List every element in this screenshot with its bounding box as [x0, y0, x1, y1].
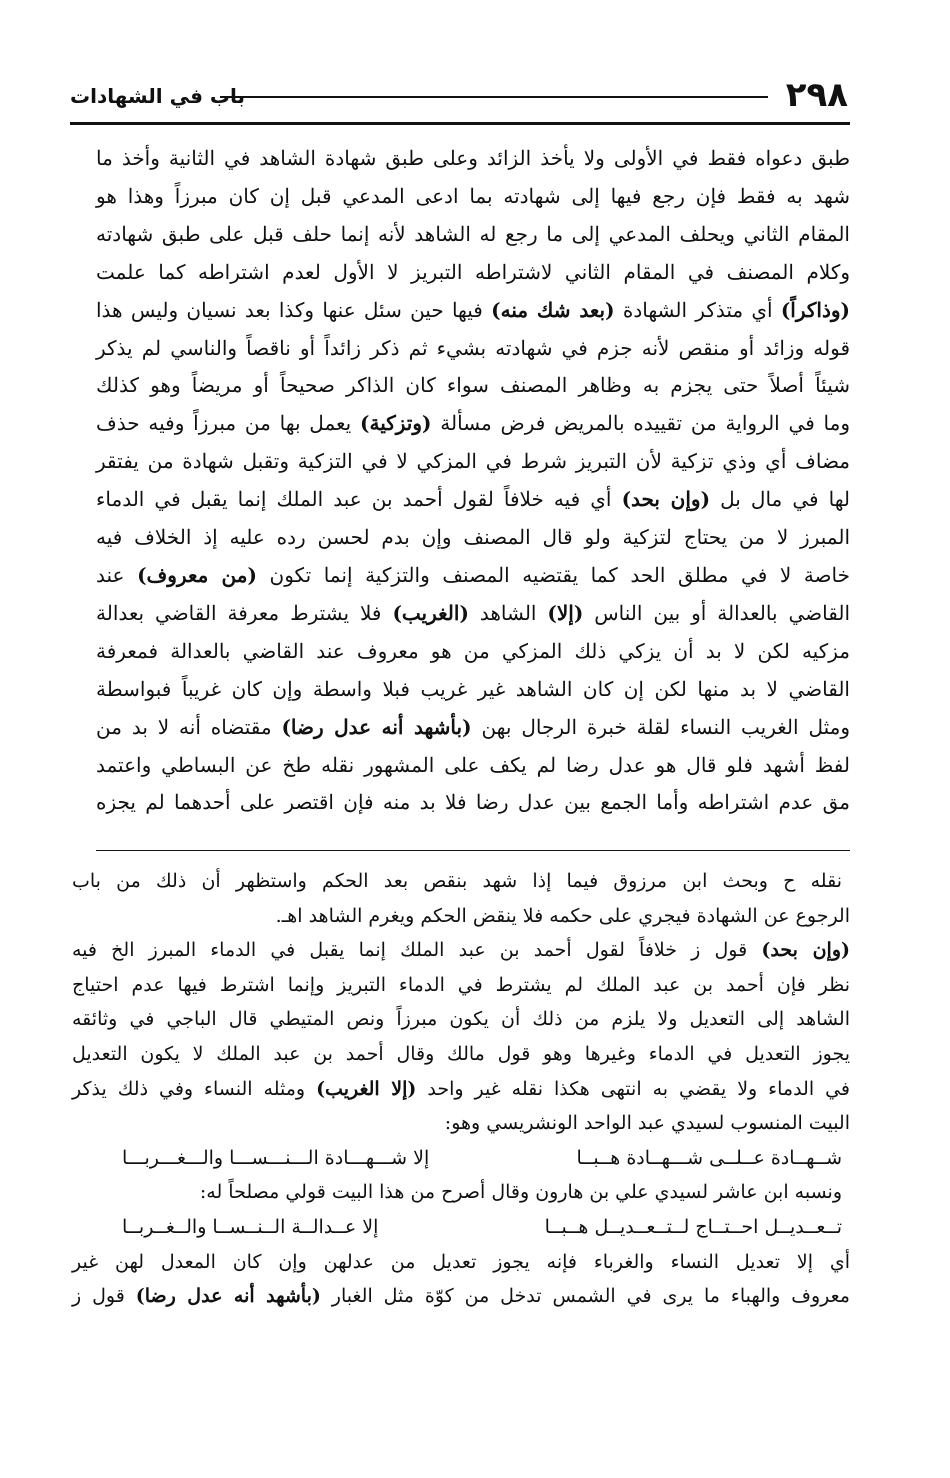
- bold-term: (وتزكية): [360, 411, 432, 436]
- verse-hemistich: شــهــادة عــلــى شـــهــادة هــبــا: [576, 1146, 842, 1169]
- bold-term: (وذاكراً): [780, 297, 851, 322]
- bold-term: (وإن بحد): [761, 939, 851, 962]
- bold-term: (بأشهد أنه عدل رضا): [135, 1285, 321, 1308]
- main-line: القاضي بالعدالة أو بين الناس (إلا) الشاهد (الغريب) فلا يشترط معرفة القاضي بعدالة: [96, 600, 851, 625]
- main-line: لها في مال بل (وإن بحد) أي فيه خلافاً لقول أحمد بن عبد الملك إنما يقبل في الدماء: [96, 487, 851, 512]
- note-line: الشاهد إلى التعديل ولا يلزم من ذلك أن يكون مبرزاً ونص المتيطي قال الباجي في وثائقه: [72, 1008, 850, 1031]
- main-line: مق عدم اشتراطه وأما الجمع بين عدل رضا فلا بد منه فإن اقتصر على أحدهما لم يجزه: [96, 790, 850, 815]
- main-line: مضاف أي وذي تزكية لأن التبريز شرط في المزكي لا في التزكية وتقبل شهادة من يفتقر: [96, 449, 850, 474]
- main-line: لفظ أشهد فلو قال هو عدل رضا لم يكف على المشهور نقله طخ عن البساطي واعتمد: [96, 752, 850, 777]
- bold-term: (بأشهد أنه عدل رضا): [281, 714, 472, 739]
- main-line: المقام الثاني ويحلف المدعي إلى ما رجع له الشاهد لأنه إنما حلف قبل على طبق شهادته: [96, 221, 850, 246]
- main-line: المبرز لا من يحتاج لتزكية ولو قال المصنف وإن بدم لحسن رده عليه إذ الخلاف فيه: [96, 525, 850, 550]
- note-line: الرجوع عن الشهادة فيجري على حكمه فلا ينقض الحكم ويغرم الشاهد اهـ.: [275, 904, 850, 927]
- main-line: القاضي لا بد منها لكن إن كان الشاهد غير غريب فبلا واسطة وإن كان غريباً فبواسطة: [96, 676, 850, 701]
- main-line: شهد به فقط فإن رجع فيها إلى شهادته بما ادعى المدعي قبل إن كان مبرزاً وهذا هو: [96, 183, 850, 208]
- verse-hemistich: إلا عــدالــة الــنــســا والــغــربــا: [122, 1215, 379, 1238]
- main-line: وكلام المصنف في المقام الثاني لاشتراطه التبريز لا الأول لعدم اشتراطه كما علمت: [96, 259, 850, 284]
- note-line: البيت المنسوب لسيدي عبد الواحد الونشريسي وهو:: [444, 1112, 850, 1135]
- bold-term: (من معروف): [137, 562, 257, 587]
- verse-line-1: [122, 1141, 842, 1176]
- bold-term: (بعد شك منه): [491, 297, 615, 322]
- note-line: معروف والهباء ما يرى في الشمس تدخل من كوّة مثل الغبار (بأشهد أنه عدل رضا) قول ز: [72, 1285, 850, 1308]
- main-line: وما في الرواية من تقييده بالمريض فرض مسألة (وتزكية) يعمل بها من مبرزاً وفيه حذف: [96, 411, 851, 436]
- header-rule: [70, 122, 850, 125]
- verse-hemistich: إلا شـــهـــادة الـــنـــســـا والـــغـــربـــا: [122, 1146, 430, 1169]
- note-line: نظر فإن أحمد بن عبد الملك لم يشترط في الدماء التبريز وإنما اشترط فيها عدم احتياج: [72, 973, 851, 996]
- note-line: يجوز التعديل في الدماء وغيرها وهو قول مالك وقال أحمد بن عبد الملك لا يكون التعديل: [72, 1042, 850, 1065]
- main-line: قوله وزائد أو منقص لأنه جزم في شهادته بشيء ثم ذكر زائداً أو ناقصاً والناسي لم يذكر: [96, 335, 850, 360]
- note-line: في الدماء ولا يقضي به انتهى هكذا نقله غير واحد (إلا الغريب) ومثله النساء وفي ذلك يذكر: [72, 1077, 851, 1100]
- main-line: (وذاكراً) أي متذكر الشهادة (بعد شك منه) فيها حين سئل عنها وكذا بعد نسيان وليس هذا: [96, 297, 851, 322]
- main-text: [96, 140, 850, 822]
- bold-term: (إلا): [547, 600, 584, 625]
- running-title: باب في الشهادات: [70, 84, 246, 108]
- verse-line-2: [122, 1210, 842, 1245]
- main-line: مزكيه لكن لا بد أن يزكي ذلك المزكي من هو معروف عند القاضي بالعدالة فمعرفة: [96, 638, 850, 663]
- bold-term: (إلا الغريب): [316, 1077, 417, 1100]
- main-line: خاصة لا في مطلق الحد كما يقتضيه المصنف والتزكية إنما تكون (من معروف) عند: [96, 562, 850, 587]
- note-line: نقله ح وبحث ابن مرزوق فيما إذا شهد بنقص بعد الحكم واستظهر أن ذلك من باب: [72, 870, 842, 892]
- footnotes: [72, 864, 850, 1314]
- note-line: ونسبه ابن عاشر لسيدي علي بن هارون وقال أصرح من هذا البيت قولي مصلحاً له:: [199, 1181, 842, 1204]
- bold-term: (وإن بحد): [621, 487, 711, 512]
- note-line: أي إلا تعديل النساء والغرباء فإنه يجوز تعديل من عدلهن وإن كان المعدل لهن غير: [72, 1250, 850, 1273]
- main-line: ومثل الغريب النساء لقلة خبرة الرجال بهن (بأشهد أنه عدل رضا) مقتضاه أنه لا بد من: [96, 714, 851, 739]
- bold-term: (الغريب): [392, 600, 469, 625]
- main-line: طبق دعواه فقط في الأولى ولا يأخذ الزائد وعلى طبق شهادة الشاهد في الثانية وأخذ ما: [96, 146, 850, 170]
- page-header: [70, 62, 850, 122]
- page-number: ٢٩٨: [785, 75, 848, 115]
- title-rule: [220, 96, 768, 98]
- verse-hemistich: تــعــديــل احــتــاج لــتــعــديــل هــبــا: [544, 1215, 842, 1238]
- footnote-separator: [96, 850, 850, 851]
- main-line: شيئاً أصلاً حتى يجزم به وظاهر المصنف سواء كان الذاكر صحيحاً أو مريضاً وهو كذلك: [96, 373, 850, 398]
- note-line: (وإن بحد) قول ز خلافاً لقول أحمد بن عبد الملك إنما يقبل في الدماء المبرز الخ فيه: [72, 939, 851, 962]
